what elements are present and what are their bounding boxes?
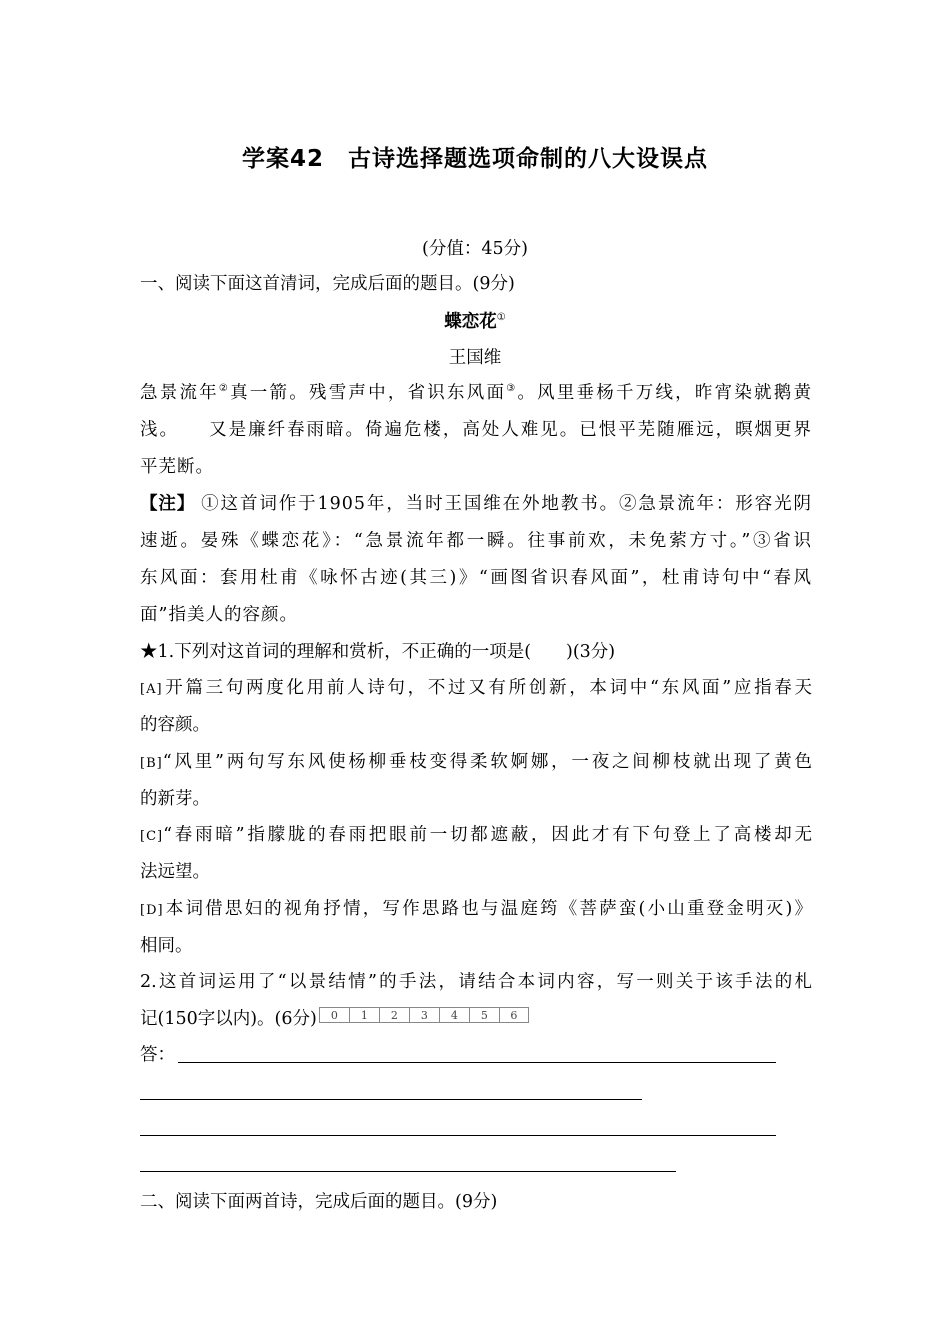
score-box[interactable]: 6 — [499, 1007, 529, 1023]
option-b-line-1 — [140, 750, 812, 776]
score-box[interactable]: 5 — [469, 1007, 499, 1023]
poem-title — [0, 310, 950, 334]
option-b-label: [B] — [140, 756, 163, 771]
answer-line[interactable] — [178, 1062, 776, 1063]
note-label: 【注】 — [140, 494, 196, 514]
option-c-line-1 — [140, 823, 812, 849]
footnote-mark: ② — [218, 383, 231, 394]
score-box[interactable]: 1 — [349, 1007, 379, 1023]
answer-line[interactable] — [140, 1135, 776, 1136]
poem-author: 王国维 — [448, 348, 502, 368]
question-2-stem-line-2 — [140, 1007, 812, 1032]
poem-text: 真一箭。残雪声中，省识东风面 — [230, 383, 507, 403]
option-a-line-2: 的容颜。 — [140, 715, 210, 735]
poem-line-1 — [140, 381, 812, 405]
poem-title-text: 蝶恋花 — [444, 312, 497, 332]
note-line-3: 东风面：套用杜甫《咏怀古迹(其三)》“画图省识春风面”，杜甫诗句中“春风 — [140, 568, 812, 588]
answer-line[interactable] — [140, 1171, 676, 1172]
page-title: 学案42 古诗选择题选项命制的八大设误点 — [241, 146, 708, 172]
section2-heading: 二、阅读下面两首诗，完成后面的题目。(9分) — [140, 1192, 498, 1212]
note-line-1 — [140, 492, 812, 516]
score-box[interactable]: 0 — [319, 1007, 349, 1023]
question-1-stem: ★1.下列对这首词的理解和赏析，不正确的一项是( )(3分) — [140, 642, 616, 662]
note-text: ①这首词作于1905年，当时王国维在外地教书。②急景流年：形容光阴 — [201, 494, 812, 514]
note-line-2: 速逝。晏殊《蝶恋花》：“急景流年都一瞬。往事前欢，未免萦方寸。”③省识 — [140, 531, 812, 551]
option-d-text: 本词借思妇的视角抒情，写作思路也与温庭筠《菩萨蛮(小山重登金明灭)》 — [163, 899, 812, 919]
option-d-line-1 — [140, 897, 812, 923]
score-note: (分值：45分) — [422, 239, 528, 259]
option-a-line-1 — [140, 676, 812, 702]
answer-label: 答： — [140, 1045, 175, 1065]
option-a-label: [A] — [140, 682, 163, 697]
answer-line[interactable] — [140, 1099, 642, 1100]
score-box[interactable]: 3 — [409, 1007, 439, 1023]
poem-line-3: 平芜断。 — [140, 457, 214, 477]
option-a-text: 开篇三句两度化用前人诗句，不过又有所创新，本词中“东风面”应指春天 — [162, 678, 812, 698]
poem-text: 急景流年 — [140, 383, 219, 403]
option-c-label: [C] — [140, 829, 164, 844]
question-2-stem-line-1: 2.这首词运用了“以景结情”的手法，请结合本词内容，写一则关于该手法的札 — [140, 972, 812, 992]
poem-text: 。风里垂杨千万线，昨宵染就鹅黄 — [517, 383, 813, 403]
option-c-line-2: 法远望。 — [140, 862, 210, 882]
option-c-text: “春雨暗”指朦胧的春雨把眼前一切都遮蔽，因此才有下句登上了高楼却无 — [163, 825, 812, 845]
note-line-4: 面”指美人的容颜。 — [140, 605, 298, 625]
footnote-mark: ③ — [506, 383, 518, 394]
score-boxes — [319, 1002, 529, 1026]
score-box[interactable]: 4 — [439, 1007, 469, 1023]
poem-line-2: 浅。 又是廉纤春雨暗。倚遍危楼，高处人难见。已恨平芜随雁远，暝烟更界 — [140, 420, 812, 440]
option-d-label: [D] — [140, 903, 164, 918]
score-box[interactable]: 2 — [379, 1007, 409, 1023]
question-2-stem-text: 记(150字以内)。(6分) — [140, 1009, 317, 1029]
option-b-text: “风里”两句写东风使杨柳垂枝变得柔软婀娜，一夜之间柳枝就出现了黄色 — [162, 752, 812, 772]
option-b-line-2: 的新芽。 — [140, 789, 210, 809]
section1-heading: 一、阅读下面这首清词，完成后面的题目。(9分) — [140, 274, 515, 294]
poem-title-footnote: ① — [496, 312, 506, 323]
option-d-line-2: 相同。 — [140, 936, 193, 956]
